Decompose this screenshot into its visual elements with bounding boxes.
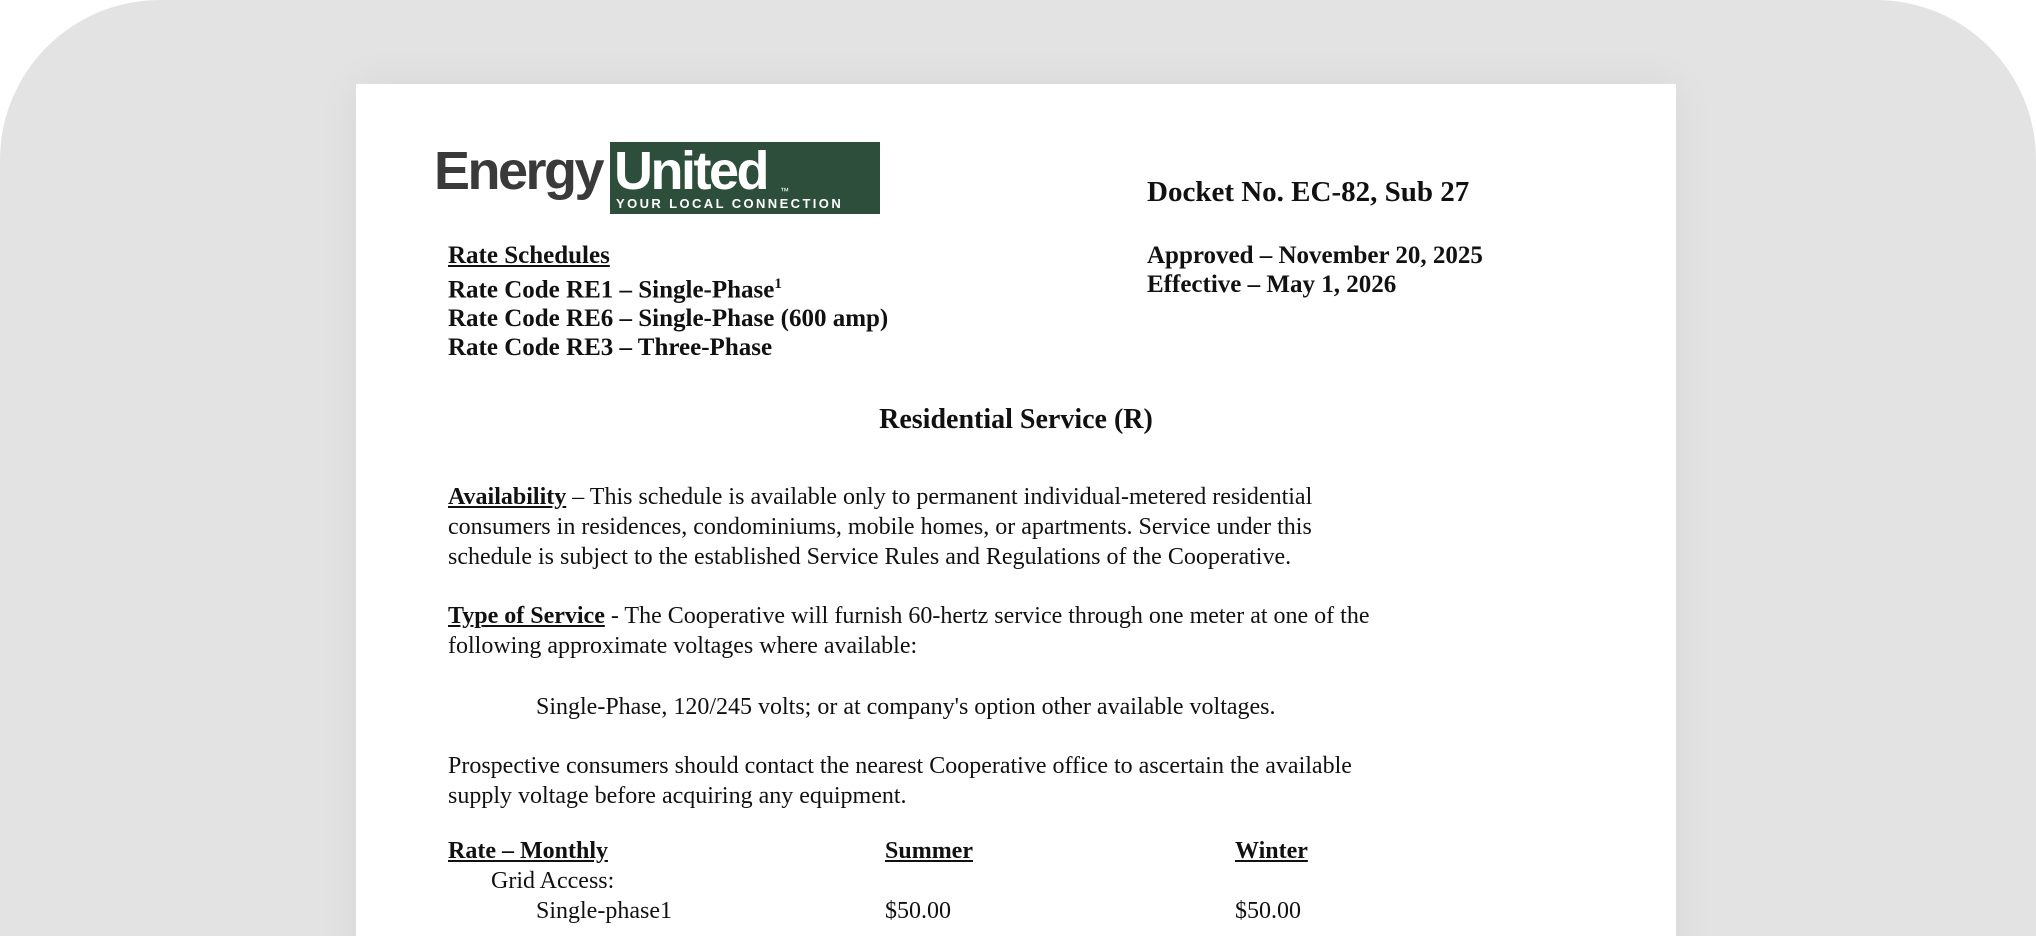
- logo-trademark: ™: [780, 186, 789, 196]
- single-phase-row-label: Single-phase1: [536, 898, 672, 924]
- availability-line-3: schedule is subject to the established Service Rules and Regulations of the Cooperative.: [448, 544, 1292, 570]
- document-title: Residential Service (R): [879, 404, 1153, 435]
- document-page: [356, 84, 1676, 936]
- docket-number: Docket No. EC-82, Sub 27: [1147, 176, 1470, 208]
- rate-code-re6: Rate Code RE6 – Single-Phase (600 amp): [448, 305, 889, 333]
- availability-line-2: consumers in residences, condominiums, mobile homes, or apartments. Service under this: [448, 514, 1312, 540]
- single-phase-summer-rate: $50.00: [885, 898, 951, 924]
- grid-access-label: Grid Access:: [491, 868, 615, 894]
- summer-header: Summer: [885, 838, 973, 864]
- availability-line-1: – This schedule is available only to permanent individual-metered residential: [566, 484, 1313, 510]
- logo-green-box: [610, 142, 880, 214]
- prospective-paragraph: [448, 751, 1352, 811]
- approved-date: Approved – November 20, 2025: [1147, 242, 1483, 269]
- rate-schedules-heading: Rate Schedules: [448, 242, 610, 269]
- availability-paragraph: [448, 482, 1312, 572]
- type-of-service-line-1: - The Cooperative will furnish 60-hertz service through one meter at one of the: [604, 603, 1370, 629]
- winter-header: Winter: [1235, 838, 1308, 864]
- rate-code-re3: Rate Code RE3 – Three-Phase: [448, 334, 773, 362]
- type-of-service-paragraph: [448, 601, 1369, 661]
- effective-date: Effective – May 1, 2026: [1147, 271, 1397, 298]
- dates-block: [1147, 241, 1483, 299]
- logo-text-energy: Energy: [434, 141, 603, 201]
- prospective-line-2: supply voltage before acquiring any equipment.: [448, 783, 907, 809]
- rate-code-re1: Rate Code RE1 – Single-Phase$^1$: [448, 276, 782, 304]
- type-of-service-label: Type of Service: [448, 603, 605, 629]
- prospective-line-1: Prospective consumers should contact the nearest Cooperative office to ascertain the available: [448, 753, 1352, 779]
- rate-monthly-header: Rate – Monthly: [448, 838, 608, 864]
- logo-text-united: United: [614, 141, 767, 201]
- voltage-line: Single-Phase, 120/245 volts; or at company's option other available voltages.: [536, 694, 1276, 720]
- type-of-service-line-2: following approximate voltages where available:: [448, 633, 918, 659]
- single-phase-winter-rate: $50.00: [1235, 898, 1301, 924]
- availability-label: Availability: [448, 484, 567, 510]
- energyunited-logo: [434, 142, 880, 216]
- rate-schedules-block: [448, 241, 888, 362]
- logo-tagline: YOUR LOCAL CONNECTION: [616, 196, 844, 211]
- footnote-mark: 1: [774, 276, 782, 292]
